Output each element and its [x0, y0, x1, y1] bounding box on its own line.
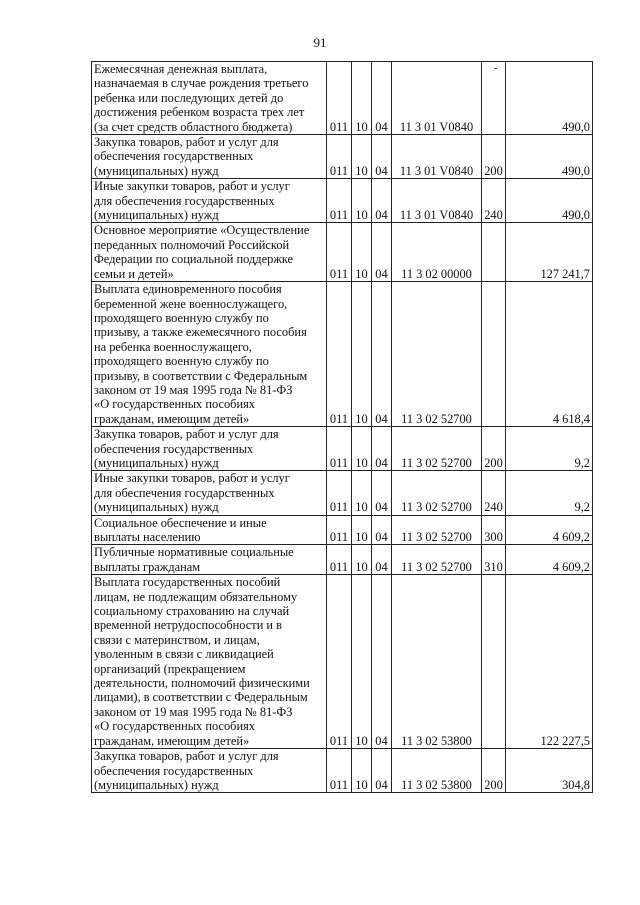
- expense-type-code-cell: [482, 179, 506, 223]
- amount-cell: [506, 62, 593, 135]
- target-article-code-cell: [392, 749, 482, 793]
- table-body: [92, 62, 593, 793]
- section-code-cell: [352, 749, 372, 793]
- subsection-code-cell: [372, 179, 392, 223]
- target-article-code: 11 3 02 52700: [401, 559, 472, 574]
- section-code: 10: [355, 733, 368, 748]
- section-code: 10: [355, 455, 368, 470]
- expense-type-code-cell: [482, 282, 506, 427]
- admin-code: 011: [329, 530, 349, 544]
- row-name: Выплата единовременного пособия беременной жене военнослужащего, проходящего военную службу по призыву, а также ежемесячного пособия на ребенка военнослужащего, проходящего военную службу по призыву, в соответствии с Федеральным законом от 19 мая 1995 года № 81-ФЗ «О государственных пособиях гражданам, имеющим детей»: [94, 282, 308, 426]
- amount: 127 241,7: [540, 266, 590, 281]
- admin-code: 011: [329, 559, 349, 574]
- table-row: [92, 515, 593, 545]
- amount-cell: [506, 282, 593, 427]
- subsection-code: 04: [375, 266, 388, 281]
- subsection-code-cell: [372, 62, 392, 135]
- amount: 490,0: [562, 119, 590, 134]
- expense-type-code: 310: [484, 559, 503, 574]
- target-article-code: 11 3 02 52700: [401, 530, 472, 544]
- section-code: 10: [355, 559, 368, 574]
- subsection-code: 04: [375, 733, 388, 748]
- row-name-cell: [92, 223, 327, 282]
- row-name-cell: [92, 135, 327, 179]
- admin-code-cell: [327, 282, 352, 427]
- expense-type-code: 300: [484, 530, 503, 544]
- expense-type-code-cell: [482, 427, 506, 471]
- admin-code-cell: [327, 515, 352, 545]
- row-name: Закупка товаров, работ и услуг для обеспечения государственных (муниципальных) нужд: [94, 427, 279, 470]
- admin-code-cell: [327, 427, 352, 471]
- subsection-code: 04: [375, 163, 388, 178]
- admin-code: 011: [329, 163, 349, 178]
- table-row: [92, 135, 593, 179]
- target-article-code-cell: [392, 282, 482, 427]
- table-row: [92, 545, 593, 575]
- subsection-code-cell: [372, 471, 392, 515]
- target-article-code: 11 3 01 V0840: [399, 208, 474, 223]
- row-name: Основное мероприятие «Осуществление переданных полномочий Российской Федерации по социальной поддержке семьи и детей»: [94, 223, 310, 281]
- row-name: Иные закупки товаров, работ и услуг для обеспечения государственных (муниципальных) нужд: [94, 179, 290, 223]
- expense-type-code: 200: [484, 455, 503, 470]
- target-article-code-cell: [392, 471, 482, 515]
- target-article-code-cell: [392, 427, 482, 471]
- target-article-code: 11 3 02 52700: [401, 500, 472, 515]
- amount-cell: [506, 575, 593, 749]
- stray-mark: -: [494, 63, 498, 74]
- admin-code: 011: [329, 266, 349, 281]
- amount: 4 609,2: [552, 559, 590, 574]
- row-name-cell: [92, 545, 327, 575]
- table-row: [92, 62, 593, 135]
- section-code-cell: [352, 427, 372, 471]
- subsection-code-cell: [372, 515, 392, 545]
- row-name: Иные закупки товаров, работ и услуг для обеспечения государственных (муниципальных) нужд: [94, 471, 290, 515]
- row-name: Публичные нормативные социальные выплаты гражданам: [94, 545, 294, 574]
- target-article-code: 11 3 02 52700: [401, 411, 472, 426]
- expense-type-code: 200: [484, 163, 503, 178]
- amount: 304,8: [562, 777, 590, 792]
- amount: 9,2: [574, 455, 590, 470]
- target-article-code-cell: [392, 545, 482, 575]
- target-article-code-cell: [392, 515, 482, 545]
- admin-code-cell: [327, 575, 352, 749]
- expense-type-code-cell: [482, 545, 506, 575]
- section-code: 10: [355, 208, 368, 223]
- amount: 490,0: [562, 163, 590, 178]
- target-article-code-cell: [392, 62, 482, 135]
- admin-code-cell: [327, 545, 352, 575]
- amount-cell: [506, 515, 593, 545]
- row-name-cell: [92, 282, 327, 427]
- admin-code: 011: [329, 455, 349, 470]
- amount: 122 227,5: [540, 733, 590, 748]
- section-code-cell: [352, 575, 372, 749]
- section-code: 10: [355, 777, 368, 792]
- table-row: [92, 282, 593, 427]
- section-code-cell: [352, 282, 372, 427]
- budget-table: [91, 61, 593, 793]
- subsection-code-cell: [372, 575, 392, 749]
- table-row: [92, 749, 593, 793]
- section-code-cell: [352, 62, 372, 135]
- row-name-cell: [92, 515, 327, 545]
- section-code-cell: [352, 545, 372, 575]
- admin-code: 011: [329, 411, 349, 426]
- subsection-code-cell: [372, 545, 392, 575]
- admin-code-cell: [327, 179, 352, 223]
- expense-type-code-cell: [482, 471, 506, 515]
- target-article-code: 11 3 02 53800: [401, 777, 472, 792]
- expense-type-code: 240: [484, 208, 503, 223]
- row-name-cell: [92, 575, 327, 749]
- subsection-code: 04: [375, 777, 388, 792]
- subsection-code: 04: [375, 208, 388, 223]
- subsection-code-cell: [372, 282, 392, 427]
- admin-code: 011: [329, 733, 349, 748]
- amount-cell: [506, 135, 593, 179]
- subsection-code: 04: [375, 559, 388, 574]
- admin-code-cell: [327, 749, 352, 793]
- amount: 4 618,4: [552, 411, 590, 426]
- section-code-cell: [352, 471, 372, 515]
- admin-code: 011: [329, 777, 349, 792]
- section-code: 10: [355, 163, 368, 178]
- subsection-code: 04: [375, 411, 388, 426]
- row-name: Социальное обеспечение и иные выплаты населению: [94, 515, 267, 544]
- target-article-code: 11 3 02 52700: [401, 455, 472, 470]
- row-name: Ежемесячная денежная выплата, назначаемая в случае рождения третьего ребенка или последующих детей до достижения ребенком возраста трех лет (за счет средств областного бюджета): [94, 62, 309, 134]
- target-article-code: 11 3 01 V0840: [399, 163, 474, 178]
- row-name-cell: [92, 749, 327, 793]
- amount-cell: [506, 749, 593, 793]
- amount-cell: [506, 223, 593, 282]
- section-code: 10: [355, 530, 368, 544]
- expense-type-code-cell: [482, 135, 506, 179]
- amount-cell: [506, 471, 593, 515]
- amount: 490,0: [562, 208, 590, 223]
- section-code-cell: [352, 179, 372, 223]
- row-name: Закупка товаров, работ и услуг для обеспечения государственных (муниципальных) нужд: [94, 135, 279, 178]
- expense-type-code-cell: [482, 62, 506, 135]
- section-code: 10: [355, 500, 368, 515]
- table-row: [92, 179, 593, 223]
- subsection-code: 04: [375, 530, 388, 544]
- subsection-code-cell: [372, 223, 392, 282]
- table-row: [92, 575, 593, 749]
- row-name-cell: [92, 62, 327, 135]
- row-name-cell: [92, 471, 327, 515]
- subsection-code: 04: [375, 455, 388, 470]
- expense-type-code-cell: [482, 223, 506, 282]
- subsection-code-cell: [372, 135, 392, 179]
- expense-type-code: 240: [484, 500, 503, 515]
- table-row: [92, 471, 593, 515]
- expense-type-code: 200: [484, 777, 503, 792]
- section-code: 10: [355, 119, 368, 134]
- admin-code: 011: [329, 500, 349, 515]
- table-row: [92, 427, 593, 471]
- section-code-cell: [352, 135, 372, 179]
- admin-code: 011: [329, 119, 349, 134]
- target-article-code-cell: [392, 575, 482, 749]
- amount: 9,2: [574, 500, 590, 515]
- subsection-code: 04: [375, 119, 388, 134]
- amount-cell: [506, 545, 593, 575]
- target-article-code: 11 3 01 V0840: [399, 119, 474, 134]
- amount-cell: [506, 179, 593, 223]
- section-code-cell: [352, 223, 372, 282]
- admin-code-cell: [327, 223, 352, 282]
- admin-code: 011: [329, 208, 349, 223]
- expense-type-code-cell: [482, 515, 506, 545]
- target-article-code-cell: [392, 135, 482, 179]
- admin-code-cell: [327, 471, 352, 515]
- expense-type-code-cell: [482, 749, 506, 793]
- admin-code-cell: [327, 62, 352, 135]
- page-number: 91: [313, 35, 327, 50]
- amount: 4 609,2: [552, 530, 590, 544]
- subsection-code: 04: [375, 500, 388, 515]
- expense-type-code-cell: [482, 575, 506, 749]
- row-name-cell: [92, 427, 327, 471]
- table-row: [92, 223, 593, 282]
- row-name-cell: [92, 179, 327, 223]
- row-name: Выплата государственных пособий лицам, не подлежащим обязательному социальному страхованию на случай временной нетрудоспособности и в связи с материнством, и лицам, уволенным в связи с ликвидацией организаций (прекращением деятельности, полномочий физическими лицами), в соответствии с Федеральным законом от 19 мая 1995 года № 81-ФЗ «О государственных пособиях гражданам, имеющим детей»: [94, 575, 310, 748]
- target-article-code: 11 3 02 00000: [401, 266, 472, 281]
- target-article-code-cell: [392, 179, 482, 223]
- target-article-code: 11 3 02 53800: [401, 733, 472, 748]
- admin-code-cell: [327, 135, 352, 179]
- subsection-code-cell: [372, 749, 392, 793]
- section-code: 10: [355, 411, 368, 426]
- amount-cell: [506, 427, 593, 471]
- row-name: Закупка товаров, работ и услуг для обеспечения государственных (муниципальных) нужд: [94, 749, 279, 792]
- section-code: 10: [355, 266, 368, 281]
- target-article-code-cell: [392, 223, 482, 282]
- subsection-code-cell: [372, 427, 392, 471]
- section-code-cell: [352, 515, 372, 545]
